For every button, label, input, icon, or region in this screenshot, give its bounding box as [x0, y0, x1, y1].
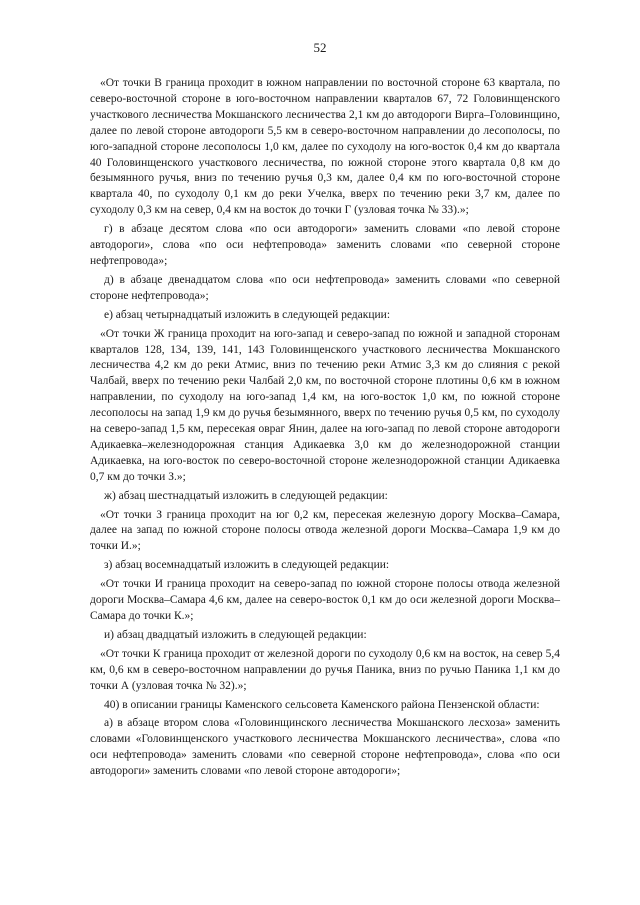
paragraph-item-e: е) абзац четырнадцатый изложить в следующей редакции:: [104, 308, 391, 321]
paragraph-item-z: з) абзац восемнадцатый изложить в следующей редакции:: [104, 559, 390, 572]
paragraph-item-40: 40) в описании границы Каменского сельсовета Каменского района Пензенской области:: [104, 698, 540, 711]
paragraph-item-i: и) абзац двадцатый изложить в следующей редакции:: [104, 628, 367, 641]
page-number: 52: [313, 40, 327, 55]
paragraph-boundary-point-v: «От точки В граница проходит в южном направлении по восточной стороне 63 квартала, по северо-восточной стороне в юго-восточном направлении кварталов 67, 72 Головинщенского участкового лесничества Мокшанского лесничества 2,1 км до автодороги Вирга–Головинщино, далее по левой стороне автодороги 5,5 км в северо-восточном направлении до лесополосы, по юго-западной стороне лесополосы 1,0 км, далее по суходолу на юго-восток 0,4 км до квартала 40 Головинщенского участкового лесничества, по южной стороне этого квартала 0,8 км до безымянного ручья, вниз по течению ручья 0,3 км, далее 0,4 км по юго-восточной стороне квартала 40, по суходолу 0,1 км до реки Учелка, вверх по течению реки 3,7 км, далее по суходолу 0,3 км на север, 0,4 км на восток до точки Г (узловая точка № 33).»;: [90, 77, 560, 217]
paragraph-item-d: д) в абзаце двенадцатом слова «по оси нефтепровода» заменить словами «по северной стороне нефтепровода»;: [90, 273, 560, 302]
paragraph-item-a: а) в абзаце втором слова «Головинщинского лесничества Мокшанского лесхоза» заменить словами «Головинщенского участкового лесничества Мокшанского лесничества», слова «по оси нефтепровода» заменить словами «по северной стороне нефтепровода», слова «по оси автодороги» заменить словами «по левой стороне автодороги»;: [90, 717, 560, 778]
paragraph-item-zh: ж) абзац шестнадцатый изложить в следующей редакции:: [104, 489, 388, 502]
document-body: [90, 76, 560, 780]
paragraph-boundary-point-i: «От точки И граница проходит на северо-запад по южной стороне полосы отвода железной дороги Москва–Самара 4,6 км, далее на северо-восток 0,1 км до оси железной дороги Москва–Самара до точки К.»;: [90, 578, 560, 622]
paragraph-boundary-point-zh: «От точки Ж граница проходит на юго-запад и северо-запад по южной и западной сторонам кварталов 128, 134, 139, 141, 143 Головинщенского участкового лесничества Мокшанского лесничества 4,2 км до реки Атмис, вниз по течению реки Атмис 3,3 км до слияния с рекой Чалбай, вверх по течению реки Чалбай 2,0 км, по восточной стороне плотины 0,6 км в южном направлении, по суходолу на юго-запад 1,4 км, на юго-восток 1,0 км, по южной стороне лесополосы на запад 1,9 км до ручья безымянного, вверх по течению ручья 0,5 км, по суходолу на северо-запад 1,5 км, пересекая овраг Янин, далее на юго-запад по левой стороне автодороги Адикаевка–железнодорожная станция Адикаевка 3,0 км до железнодорожной станции Адикаевка, на юго-восток по северо-восточной стороне железнодорожной станции Адикаевка 0,7 км до точки З.»;: [90, 327, 560, 483]
paragraph-boundary-point-z: «От точки З граница проходит на юг 0,2 км, пересекая железную дорогу Москва–Самара, далее на запад по южной стороне полосы отвода железной дороги Москва–Самара 1,9 км до точки И.»;: [90, 508, 560, 553]
paragraph-item-g: г) в абзаце десятом слова «по оси автодороги» заменить словами «по левой стороне автодороги», слова «по оси нефтепровода» заменить словами «по северной стороне нефтепровода»;: [90, 223, 560, 267]
paragraph-boundary-point-k: «От точки К граница проходит от железной дороги по суходолу 0,6 км на восток, на север 5,4 км, 0,6 км в северо-восточном направлении до ручья Паника, вниз по ручью Паника 1,1 км до точки А (узловая точка № 32).»;: [90, 647, 560, 692]
